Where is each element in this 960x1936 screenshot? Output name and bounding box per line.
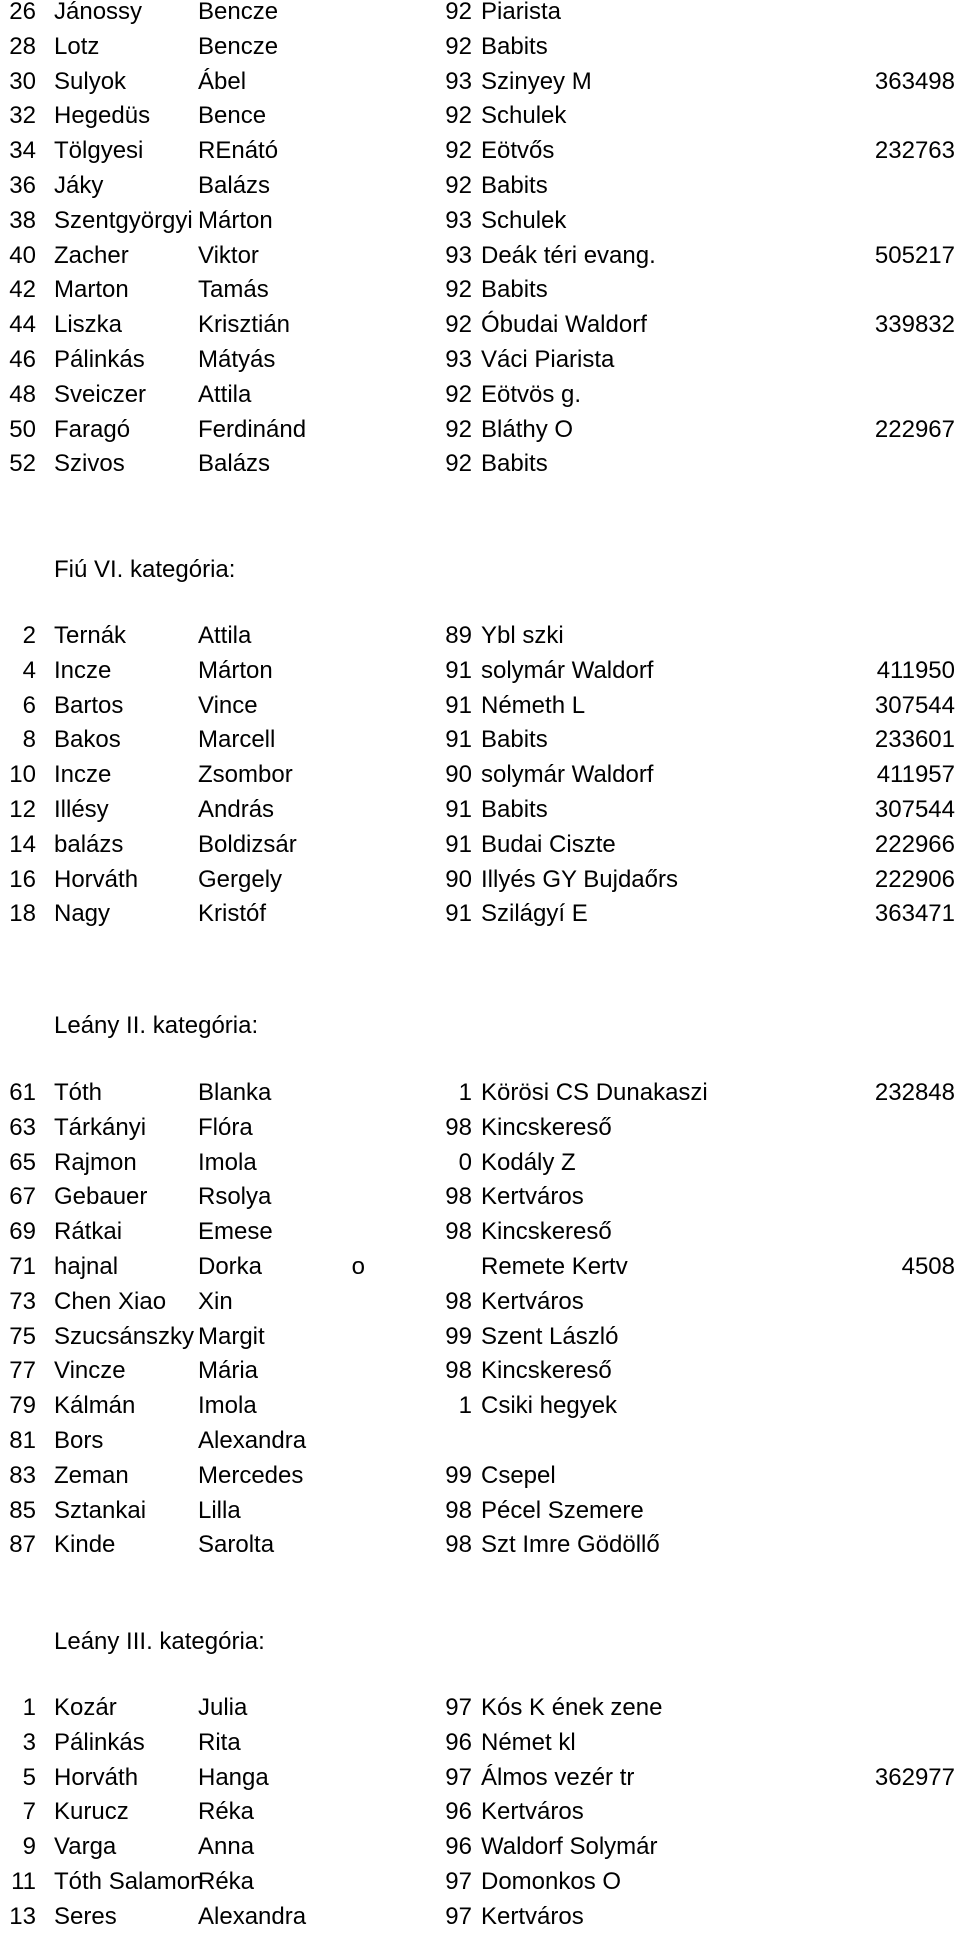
entry-first-name: Réka <box>198 1798 255 1826</box>
table-row <box>0 897 960 932</box>
entry-number: 36 <box>9 171 36 199</box>
table-row <box>0 308 960 343</box>
entry-birth-year: 97 <box>445 1867 472 1895</box>
entry-last-name: Vincze <box>54 1357 126 1385</box>
entry-first-name: Emese <box>198 1218 273 1246</box>
entry-number: 73 <box>9 1287 36 1315</box>
entry-last-name: Incze <box>54 761 112 789</box>
entry-school: Pécel Szemere <box>481 1496 644 1524</box>
entry-school: Schulek <box>481 206 567 234</box>
table-row <box>0 1691 960 1726</box>
entry-number: 38 <box>9 206 36 234</box>
entry-birth-year: 93 <box>445 241 472 269</box>
entry-first-name: Rsolya <box>198 1183 272 1211</box>
entry-number: 61 <box>9 1079 36 1106</box>
entry-school: solymár Waldorf <box>481 656 654 684</box>
entry-number: 26 <box>9 0 36 25</box>
entry-school: Illyés GY Bujdaőrs <box>481 865 678 893</box>
entry-table <box>0 1076 960 1563</box>
entry-first-name: Dorka <box>198 1252 263 1280</box>
entry-first-name: Alexandra <box>198 1426 307 1454</box>
entry-first-name: Márton <box>198 656 273 684</box>
entry-school: Körösi CS Dunakaszi <box>481 1079 708 1106</box>
entry-last-name: Tóth Salamon <box>54 1867 204 1895</box>
category-heading: Leány II. kategória: <box>54 1012 259 1039</box>
entry-code: 222967 <box>874 415 955 443</box>
entry-birth-year: 1 <box>458 1079 472 1106</box>
entry-last-name: Bartos <box>54 691 124 719</box>
entry-number: 75 <box>9 1322 36 1350</box>
entry-last-name: Bakos <box>54 726 121 754</box>
entry-code: 232763 <box>874 137 955 165</box>
entry-last-name: Pálinkás <box>54 345 145 373</box>
entry-birth-year: 92 <box>445 276 472 304</box>
entry-number: 46 <box>9 345 36 373</box>
entry-birth-year: 92 <box>445 450 472 478</box>
entry-number: 44 <box>9 311 36 339</box>
entry-birth-year: 99 <box>445 1461 472 1489</box>
table-row <box>0 758 960 793</box>
entry-last-name: Incze <box>54 656 112 684</box>
entry-last-name: Kinde <box>54 1531 116 1559</box>
entry-last-name: Lotz <box>54 32 100 60</box>
entry-last-name: Szivos <box>54 450 125 478</box>
table-row <box>0 1354 960 1389</box>
entry-number: 13 <box>9 1902 36 1930</box>
entry-last-name: Tölgyesi <box>54 137 144 165</box>
entry-first-name: Rita <box>198 1728 241 1756</box>
entry-school: Szent László <box>481 1322 619 1350</box>
entry-birth-year: 92 <box>445 0 472 25</box>
entry-birth-year: 98 <box>445 1287 472 1315</box>
entry-first-name: Blanka <box>198 1079 272 1106</box>
entry-school: Németh L <box>481 691 586 719</box>
entry-number: 52 <box>9 450 36 478</box>
entry-birth-year: 96 <box>445 1798 472 1826</box>
entry-code: 222906 <box>874 865 955 893</box>
entry-code: 339832 <box>874 311 955 339</box>
entry-code: 362977 <box>874 1763 955 1791</box>
entry-school: Csiki hegyek <box>481 1392 618 1420</box>
entry-birth-year: 97 <box>445 1694 472 1721</box>
entry-school: Váci Piarista <box>481 345 615 373</box>
entry-birth-year: 93 <box>445 345 472 373</box>
entry-school: Kertváros <box>481 1902 584 1930</box>
entry-last-name: Szucsánszky <box>54 1322 195 1350</box>
entry-birth-year: 92 <box>445 32 472 60</box>
entry-birth-year: 89 <box>445 622 472 649</box>
table-row <box>0 1795 960 1830</box>
table-row <box>0 1146 960 1181</box>
entry-number: 8 <box>22 726 36 754</box>
entry-last-name: Sveiczer <box>54 380 147 408</box>
entry-last-name: Chen Xiao <box>54 1287 167 1315</box>
entry-number: 5 <box>22 1763 36 1791</box>
entry-birth-year: 98 <box>445 1357 472 1385</box>
entry-birth-year: 92 <box>445 102 472 130</box>
table-row <box>0 413 960 448</box>
entry-birth-year: 91 <box>445 795 472 823</box>
entry-birth-year: 96 <box>445 1728 472 1756</box>
entry-birth-year: 92 <box>445 171 472 199</box>
entry-school: Álmos vezér tr <box>481 1763 635 1791</box>
entry-first-name: Mária <box>198 1357 259 1385</box>
entry-code: 363498 <box>874 67 955 95</box>
entry-school: Szt Imre Gödöllő <box>481 1531 660 1559</box>
entry-first-name: Kristóf <box>198 900 267 928</box>
entry-last-name: Gebauer <box>54 1183 148 1211</box>
table-row <box>0 1111 960 1146</box>
entry-number: 67 <box>9 1183 36 1211</box>
entry-last-name: Kurucz <box>54 1798 129 1826</box>
entry-birth-year: 0 <box>458 1148 472 1176</box>
entry-table <box>0 0 960 482</box>
entry-last-name: Rátkai <box>54 1218 123 1246</box>
entry-birth-year: 92 <box>445 380 472 408</box>
entry-number: 65 <box>9 1148 36 1176</box>
entry-birth-year: 1 <box>458 1392 472 1420</box>
entry-first-name: Márton <box>198 206 273 234</box>
entry-last-name: Jáky <box>54 171 104 199</box>
entry-table <box>0 619 960 932</box>
entry-number: 11 <box>11 1867 36 1895</box>
table-row <box>0 828 960 863</box>
entry-school: Ybl szki <box>481 622 564 649</box>
table-row <box>0 1320 960 1355</box>
table-row <box>0 1528 960 1563</box>
entry-school: Babits <box>481 726 548 754</box>
entry-first-name: Sarolta <box>198 1531 275 1559</box>
entry-school: Schulek <box>481 102 567 130</box>
entry-last-name: Ternák <box>54 622 127 649</box>
table-row <box>0 134 960 169</box>
entry-first-name: Marcell <box>198 726 276 754</box>
table-row <box>0 1389 960 1424</box>
entry-first-name: Attila <box>198 380 252 408</box>
entry-first-name: Krisztián <box>198 311 291 339</box>
table-row <box>0 793 960 828</box>
entry-birth-year: 98 <box>445 1113 472 1141</box>
entry-last-name: Varga <box>54 1833 117 1861</box>
entry-birth-year: 98 <box>445 1531 472 1559</box>
entry-number: 40 <box>9 241 36 269</box>
entry-number: 32 <box>9 102 36 130</box>
entry-first-name: Balázs <box>198 450 271 478</box>
entry-note: o <box>351 1252 365 1280</box>
entry-birth-year: 98 <box>445 1183 472 1211</box>
entry-code: 232848 <box>874 1079 955 1106</box>
entry-school: Piarista <box>481 0 562 25</box>
entry-last-name: Faragó <box>54 415 131 443</box>
entry-number: 4 <box>22 656 36 684</box>
entry-number: 81 <box>9 1426 36 1454</box>
table-row <box>0 239 960 274</box>
entry-first-name: András <box>198 795 275 823</box>
entry-school: Szinyey M <box>481 67 592 95</box>
entry-last-name: Horváth <box>54 1763 139 1791</box>
entry-first-name: Viktor <box>198 241 259 269</box>
entry-number: 71 <box>9 1252 36 1280</box>
table-row <box>0 1865 960 1900</box>
entry-number: 10 <box>9 761 36 789</box>
table-row <box>0 1726 960 1761</box>
table-row <box>0 1494 960 1529</box>
table-row <box>0 1285 960 1320</box>
entry-birth-year: 92 <box>445 137 472 165</box>
entry-number: 14 <box>9 830 36 858</box>
table-row <box>0 0 960 30</box>
entry-school: Kincskereső <box>481 1218 612 1246</box>
entry-birth-year: 90 <box>445 761 472 789</box>
entry-birth-year: 98 <box>445 1496 472 1524</box>
entry-first-name: Mátyás <box>198 345 276 373</box>
entry-school: Bláthy O <box>481 415 574 443</box>
entry-last-name: Kozár <box>54 1694 117 1721</box>
entry-birth-year: 97 <box>445 1763 472 1791</box>
entry-number: 83 <box>9 1461 36 1489</box>
entry-first-name: Ferdinánd <box>198 415 307 443</box>
entry-birth-year: 99 <box>445 1322 472 1350</box>
entry-last-name: Pálinkás <box>54 1728 145 1756</box>
entry-last-name: Horváth <box>54 865 139 893</box>
entry-code: 4508 <box>901 1252 955 1280</box>
entry-birth-year: 92 <box>445 311 472 339</box>
entry-last-name: Marton <box>54 276 129 304</box>
table-row <box>0 65 960 100</box>
entry-last-name: Szentgyörgyi <box>54 206 193 234</box>
entry-number: 2 <box>22 622 36 649</box>
entry-number: 1 <box>22 1694 36 1721</box>
table-row <box>0 723 960 758</box>
entry-first-name: Hanga <box>198 1763 269 1791</box>
entry-number: 34 <box>9 137 36 165</box>
entry-school: Eötvös g. <box>481 380 582 408</box>
entry-last-name: Jánossy <box>54 0 143 25</box>
entry-number: 16 <box>9 865 36 893</box>
table-row <box>0 99 960 134</box>
table-row <box>0 204 960 239</box>
entry-number: 6 <box>22 691 36 719</box>
entry-birth-year: 97 <box>445 1902 472 1930</box>
entry-school: Kertváros <box>481 1183 584 1211</box>
entry-birth-year: 93 <box>445 206 472 234</box>
entry-last-name: hajnal <box>54 1252 119 1280</box>
entry-table <box>0 1691 960 1935</box>
entry-first-name: Lilla <box>198 1496 241 1524</box>
category-heading: Leány III. kategória: <box>54 1628 265 1655</box>
entry-code: 307544 <box>874 795 955 823</box>
entry-first-name: Julia <box>198 1694 248 1721</box>
entry-last-name: Zacher <box>54 241 129 269</box>
table-row <box>0 1215 960 1250</box>
entry-school: Babits <box>481 795 548 823</box>
entry-last-name: Seres <box>54 1902 117 1930</box>
entry-last-name: Bors <box>54 1426 104 1454</box>
table-row <box>0 378 960 413</box>
table-row <box>0 447 960 482</box>
entry-birth-year: 93 <box>445 67 472 95</box>
entry-school: Babits <box>481 450 548 478</box>
entry-school: Remete Kertv <box>481 1252 628 1280</box>
entry-first-name: Flóra <box>198 1113 253 1141</box>
entry-school: Babits <box>481 32 548 60</box>
table-row <box>0 1076 960 1111</box>
entry-number: 48 <box>9 380 36 408</box>
entry-birth-year: 91 <box>445 726 472 754</box>
entry-first-name: Tamás <box>198 276 269 304</box>
entry-birth-year: 91 <box>445 691 472 719</box>
entry-birth-year: 96 <box>445 1833 472 1861</box>
table-row <box>0 1459 960 1494</box>
table-row <box>0 1424 960 1459</box>
entry-first-name: Imola <box>198 1392 257 1420</box>
entry-first-name: Zsombor <box>198 761 293 789</box>
entry-school: Budai Ciszte <box>481 830 616 858</box>
entry-number: 9 <box>22 1833 36 1861</box>
entry-first-name: Anna <box>198 1833 255 1861</box>
table-row <box>0 169 960 204</box>
entry-last-name: Tóth <box>54 1079 103 1106</box>
entry-code: 233601 <box>874 726 955 754</box>
entry-number: 69 <box>9 1218 36 1246</box>
entry-school: Babits <box>481 171 548 199</box>
entry-first-name: REnátó <box>198 137 279 165</box>
entry-code: 411957 <box>876 761 955 789</box>
entry-school: solymár Waldorf <box>481 761 654 789</box>
entry-number: 42 <box>9 276 36 304</box>
entry-first-name: Imola <box>198 1148 257 1176</box>
table-row <box>0 273 960 308</box>
table-row <box>0 1250 960 1285</box>
entry-first-name: Alexandra <box>198 1902 307 1930</box>
table-row <box>0 863 960 898</box>
entry-school: Kodály Z <box>481 1148 576 1176</box>
entry-birth-year: 91 <box>445 830 472 858</box>
entry-first-name: Xin <box>198 1287 233 1315</box>
entry-last-name: Nagy <box>54 900 111 928</box>
entry-school: Deák téri evang. <box>481 241 656 269</box>
entry-school: Kincskereső <box>481 1113 612 1141</box>
entry-number: 3 <box>22 1728 36 1756</box>
entry-first-name: Margit <box>198 1322 265 1350</box>
entry-number: 79 <box>9 1392 36 1420</box>
entry-school: Német kl <box>481 1728 576 1756</box>
entry-last-name: Kálmán <box>54 1392 136 1420</box>
entry-school: Babits <box>481 276 548 304</box>
entry-school: Kós K ének zene <box>481 1694 663 1721</box>
entry-school: Waldorf Solymár <box>481 1833 658 1861</box>
entry-number: 28 <box>9 32 36 60</box>
entry-first-name: Gergely <box>198 865 283 893</box>
entry-first-name: Boldizsár <box>198 830 297 858</box>
entry-school: Kertváros <box>481 1287 584 1315</box>
entry-last-name: Zeman <box>54 1461 129 1489</box>
entry-number: 18 <box>9 900 36 928</box>
entry-birth-year: 91 <box>445 656 472 684</box>
entry-school: Kincskereső <box>481 1357 612 1385</box>
entry-first-name: Bencze <box>198 0 279 25</box>
entry-code: 307544 <box>874 691 955 719</box>
entry-first-name: Attila <box>198 622 252 649</box>
entry-school: Szilágyí E <box>481 900 588 928</box>
entry-first-name: Bence <box>198 102 267 130</box>
entry-number: 77 <box>9 1357 36 1385</box>
entry-last-name: Illésy <box>54 795 109 823</box>
entry-number: 50 <box>9 415 36 443</box>
category-heading: Fiú VI. kategória: <box>54 556 236 583</box>
entry-birth-year: 90 <box>445 865 472 893</box>
entry-last-name: Sztankai <box>54 1496 147 1524</box>
entry-first-name: Balázs <box>198 171 271 199</box>
entry-last-name: Liszka <box>54 311 123 339</box>
entry-number: 63 <box>9 1113 36 1141</box>
entry-code: 222966 <box>874 830 955 858</box>
entry-birth-year: 98 <box>445 1218 472 1246</box>
table-row <box>0 619 960 654</box>
table-row <box>0 1900 960 1935</box>
entry-school: Óbudai Waldorf <box>481 311 647 339</box>
entry-number: 30 <box>9 67 36 95</box>
entry-first-name: Ábel <box>198 67 247 95</box>
entry-code: 505217 <box>874 241 955 269</box>
entry-last-name: Rajmon <box>54 1148 137 1176</box>
entry-number: 85 <box>9 1496 36 1524</box>
entry-number: 12 <box>9 795 36 823</box>
entry-number: 7 <box>22 1798 36 1826</box>
entry-birth-year: 91 <box>445 900 472 928</box>
entry-last-name: balázs <box>54 830 124 858</box>
entry-school: Eötvős <box>481 137 555 165</box>
table-row <box>0 30 960 65</box>
entry-code: 363471 <box>874 900 955 928</box>
entry-first-name: Réka <box>198 1867 255 1895</box>
table-row <box>0 1830 960 1865</box>
entry-first-name: Bencze <box>198 32 279 60</box>
entry-birth-year: 92 <box>445 415 472 443</box>
table-row <box>0 1761 960 1796</box>
entry-school: Domonkos O <box>481 1867 622 1895</box>
entry-number: 87 <box>9 1531 36 1559</box>
entry-code: 411950 <box>876 656 955 684</box>
entry-first-name: Vince <box>198 691 258 719</box>
table-row <box>0 689 960 724</box>
entry-last-name: Hegedüs <box>54 102 151 130</box>
table-row <box>0 343 960 378</box>
entry-school: Kertváros <box>481 1798 584 1826</box>
entry-last-name: Sulyok <box>54 67 127 95</box>
table-row <box>0 1180 960 1215</box>
table-row <box>0 654 960 689</box>
entry-first-name: Mercedes <box>198 1461 304 1489</box>
entry-last-name: Tárkányi <box>54 1113 147 1141</box>
entry-school: Csepel <box>481 1461 556 1489</box>
